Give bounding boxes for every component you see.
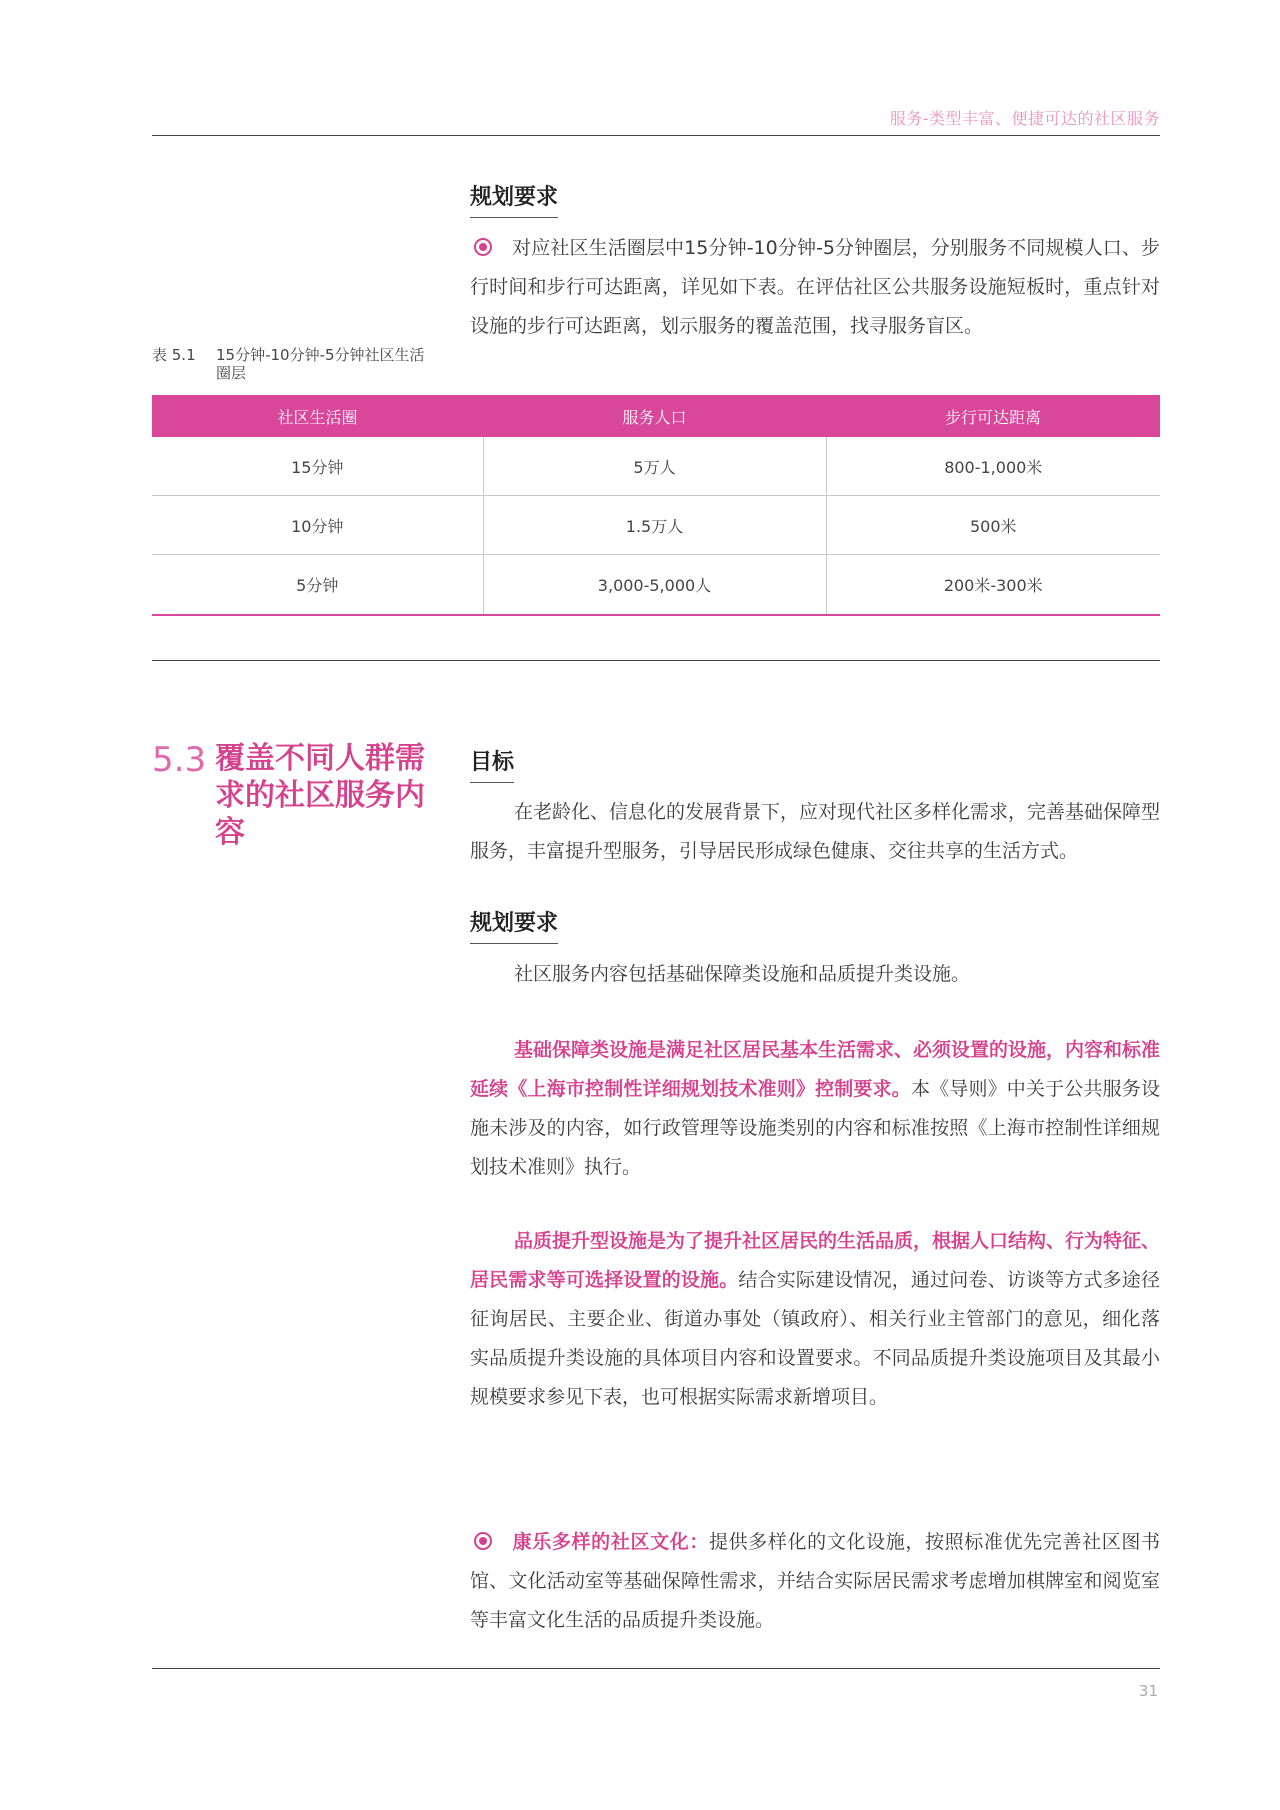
planning-requirements-paragraph — [470, 229, 1160, 346]
basic-facilities-text: 本《导则》中关于公共服务设施未涉及的内容，如行政管理等设施类别的内容和标准按照《上海市控制性详细规划技术准则》执行。 — [470, 1078, 1160, 1178]
table-cell: 3,000-5,000人 — [483, 555, 826, 616]
table-cell: 800-1,000米 — [826, 437, 1160, 496]
goal-text: 在老龄化、信息化的发展背景下，应对现代社区多样化需求，完善基础保障型服务，丰富提升型服务，引导居民形成绿色健康、交往共享的生活方式。 — [470, 801, 1161, 862]
table-cell: 500米 — [826, 496, 1160, 555]
footer-rule — [152, 1668, 1160, 1669]
goal-paragraph — [470, 793, 1160, 871]
header-rule — [152, 135, 1160, 136]
requirements-intro — [470, 955, 1160, 994]
quality-facilities-highlight: 品质提升型设施是为了提升社区居民的生活品质，根据人口结构、行为特征、居民需求等可选择设置的设施。 — [470, 1230, 1161, 1291]
table-header-cell: 社区生活圈 — [152, 395, 483, 437]
table-header-cell: 步行可达距离 — [826, 395, 1160, 437]
table-caption-number: 表 5.1 — [152, 346, 196, 364]
community-culture-highlight: 康乐多样的社区文化： — [512, 1531, 709, 1553]
quality-facilities-text: 结合实际建设情况，通过问卷、访谈等方式多途径征询居民、主要企业、街道办事处（镇政府）、相关行业主管部门的意见，细化落实品质提升类设施的具体项目内容和设置要求。不同品质提升类设施项目及其最小规模要求参见下表，也可根据实际需求新增项目。 — [470, 1269, 1160, 1408]
planning-requirements-heading: 规划要求 — [470, 180, 558, 218]
table-cell: 1.5万人 — [483, 496, 826, 555]
table-header-row — [152, 395, 1160, 437]
table-caption — [152, 346, 432, 382]
table-cell: 10分钟 — [152, 496, 483, 555]
table-cell: 200米-300米 — [826, 555, 1160, 616]
table-row — [152, 496, 1160, 555]
table-caption-text: 15分钟-10分钟-5分钟社区生活圈层 — [216, 346, 425, 382]
section-divider — [152, 660, 1160, 661]
section-number: 5.3 — [152, 740, 207, 780]
running-header: 服务-类型丰富、便捷可达的社区服务 — [889, 109, 1160, 128]
table-cell: 5万人 — [483, 437, 826, 496]
table-row — [152, 555, 1160, 616]
table-header-cell: 服务人口 — [483, 395, 826, 437]
bullet-icon — [474, 1532, 492, 1550]
requirements-intro-text: 社区服务内容包括基础保障类设施和品质提升类设施。 — [514, 963, 971, 985]
basic-facilities-highlight: 基础保障类设施是满足社区居民基本生活需求、必须设置的设施，内容和标准延续《上海市控制性详细规划技术准则》控制要求。 — [470, 1039, 1161, 1100]
bullet-icon — [474, 238, 492, 256]
goal-heading: 目标 — [470, 745, 514, 783]
table-cell: 5分钟 — [152, 555, 483, 616]
section-title: 覆盖不同人群需求的社区服务内容 — [215, 741, 425, 850]
planning-requirements-text: 对应社区生活圈层中15分钟-10分钟-5分钟圈层，分别服务不同规模人口、步行时间和步行可达距离，详见如下表。在评估社区公共服务设施短板时，重点针对设施的步行可达距离，划示服务的覆盖范围，找寻服务盲区。 — [470, 237, 1160, 337]
community-culture-paragraph — [470, 1523, 1160, 1640]
community-culture-text: 提供多样化的文化设施，按照标准优先完善社区图书馆、文化活动室等基础保障性需求，并结合实际居民需求考虑增加棋牌室和阅览室等丰富文化生活的品质提升类设施。 — [470, 1531, 1160, 1631]
page-number: 31 — [1138, 1682, 1158, 1700]
basic-facilities-paragraph — [470, 1031, 1160, 1187]
requirements-heading: 规划要求 — [470, 906, 558, 944]
table-cell: 15分钟 — [152, 437, 483, 496]
table-row — [152, 437, 1160, 496]
life-circle-table — [152, 395, 1160, 616]
quality-facilities-paragraph — [470, 1222, 1160, 1417]
